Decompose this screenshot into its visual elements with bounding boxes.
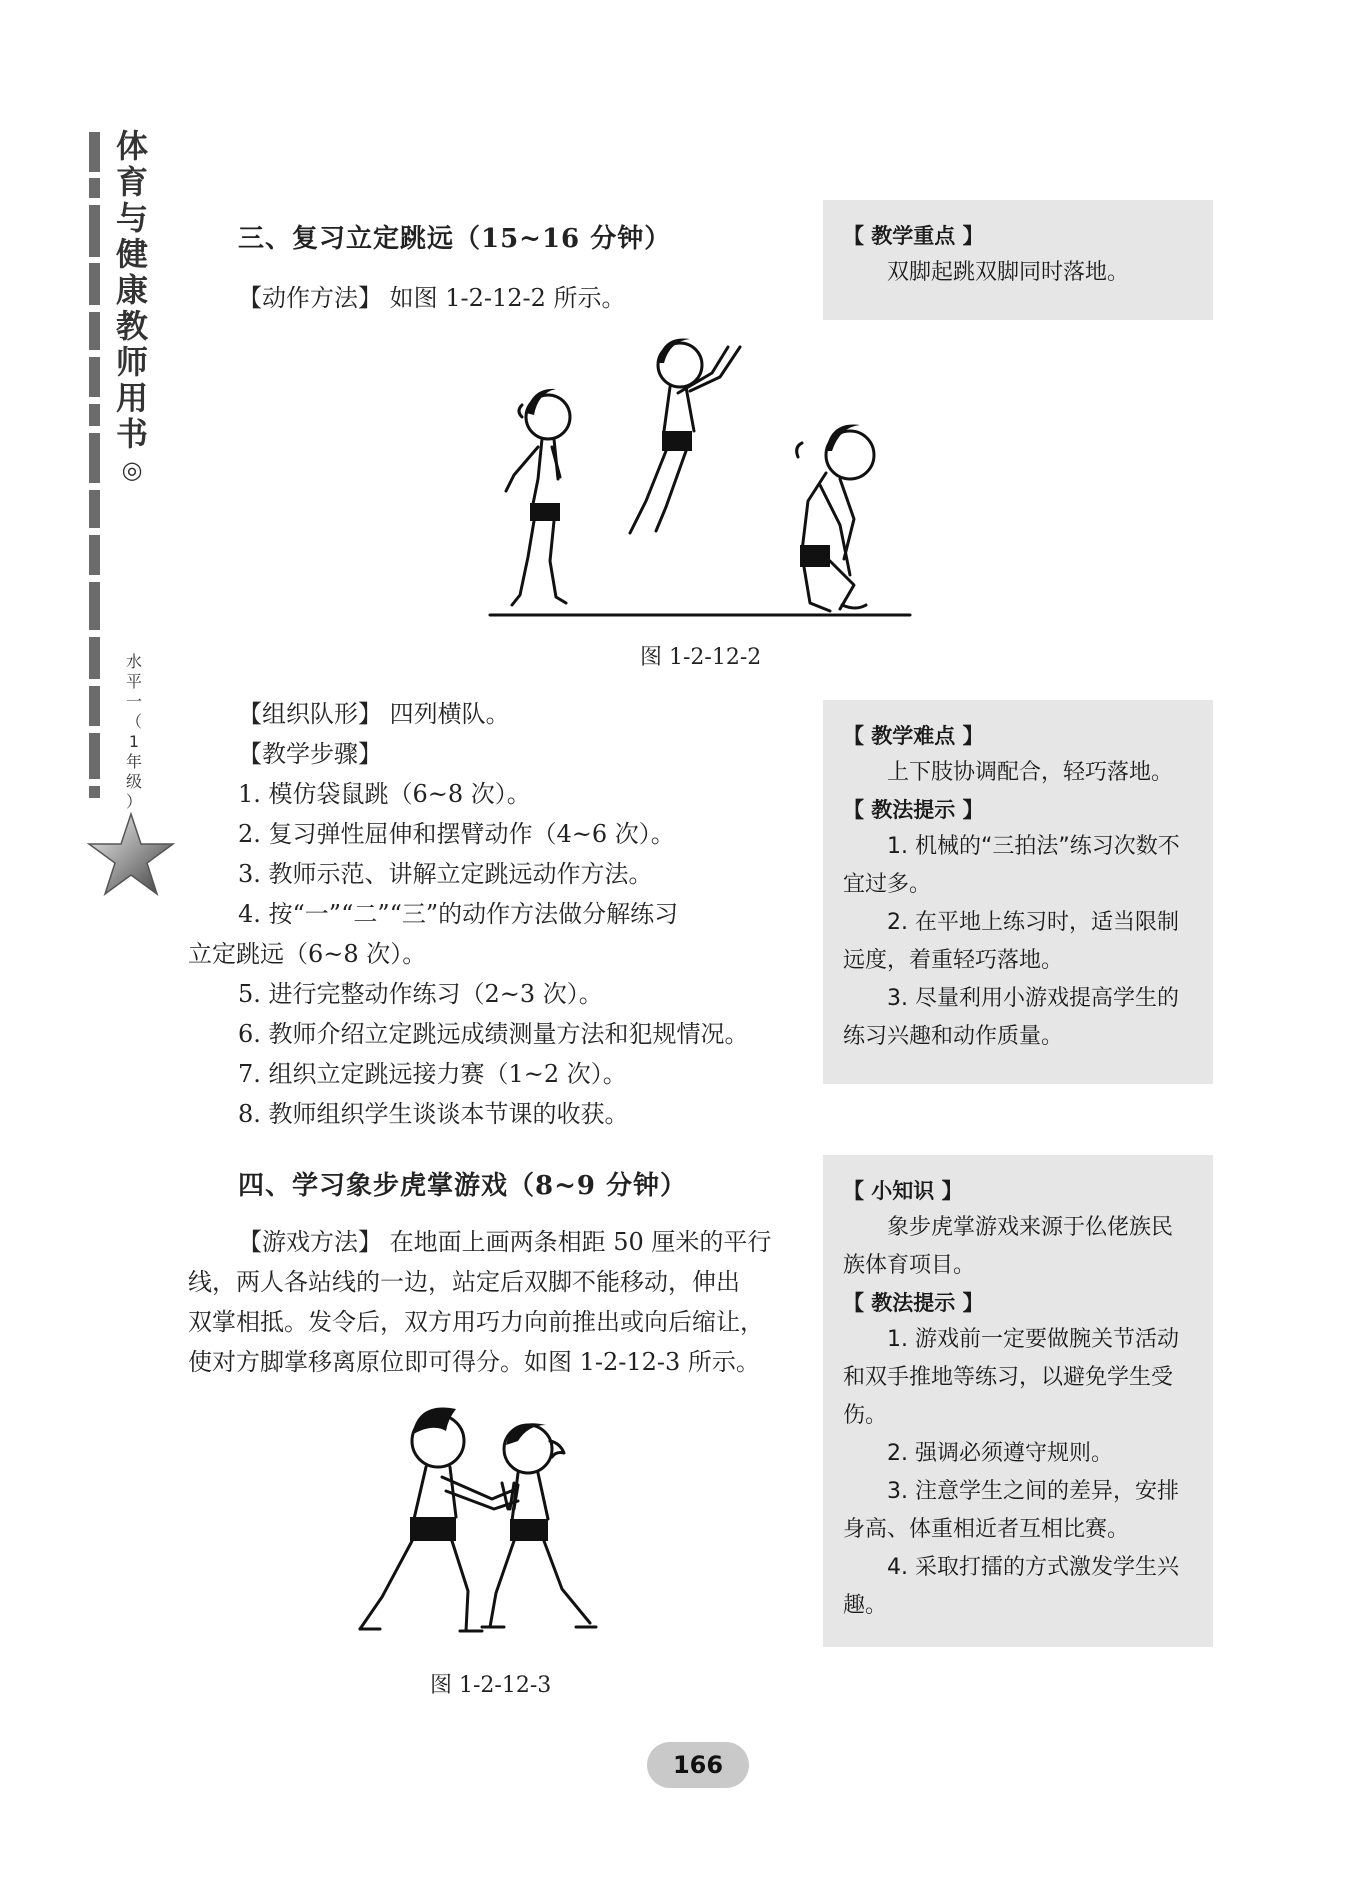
standing-long-jump-figure (480, 335, 920, 625)
margin-bar (89, 786, 100, 798)
step-item: 6. 教师介绍立定跳远成绩测量方法和犯规情况。 (238, 1020, 749, 1048)
title-char: 书 (115, 415, 148, 453)
section3-steps-title: 【教学步骤】 (238, 740, 382, 768)
difficulty-panel (823, 700, 1213, 1084)
title-char: 与 (115, 199, 148, 237)
jumper-landing-figure (797, 425, 874, 611)
key-point-title: 【 教学重点 】 (843, 224, 984, 248)
step-item: 2. 复习弹性屈伸和摆臂动作（4~6 次）。 (238, 820, 675, 848)
title-char: 用 (115, 379, 148, 417)
figure-caption-2: 图 1-2-12-3 (430, 1673, 552, 1698)
section3-method: 【动作方法】 如图 1-2-12-2 所示。 (238, 284, 626, 312)
margin-bar (89, 312, 100, 350)
section4-method-line: 线，两人各站线的一边，站定后双脚不能移动，伸出 (188, 1268, 740, 1296)
page-number: 166 (647, 1742, 749, 1788)
title-char: 教 (115, 307, 148, 345)
margin-bar (89, 535, 100, 575)
difficulty-tips-title: 【 教法提示 】 (843, 798, 984, 822)
vertical-book-title (112, 128, 152, 488)
step-item: 3. 教师示范、讲解立定跳远动作方法。 (238, 860, 653, 888)
key-point-panel (823, 200, 1213, 320)
jumper-flight-figure (630, 339, 740, 534)
title-char: 育 (115, 163, 148, 201)
tip-item: 3. 注意学生之间的差异，安排身高、体重相近者互相比赛。 (843, 1479, 1179, 1542)
margin-bar (89, 263, 100, 305)
knowledge-text: 象步虎掌游戏来源于仫佬族民族体育项目。 (843, 1215, 1174, 1278)
section4-method-line: 【游戏方法】 在地面上画两条相距 50 厘米的平行 (238, 1228, 772, 1256)
knowledge-title: 【 小知识 】 (843, 1179, 963, 1203)
section4-method-line: 使对方脚掌移离原位即可得分。如图 1-2-12-3 所示。 (188, 1348, 760, 1376)
level-char: 级 (125, 772, 142, 791)
tip-item: 1. 游戏前一定要做腕关节活动和双手推地等练习，以避免学生受伤。 (843, 1327, 1179, 1428)
title-char: ◎ (121, 455, 143, 484)
step-item: 4. 按“一”“二”“三”的动作方法做分解练习 (238, 900, 679, 928)
vertical-level-label (122, 652, 146, 812)
key-point-text: 双脚起跳双脚同时落地。 (887, 260, 1130, 285)
margin-bar (89, 733, 100, 779)
difficulty-title: 【 教学难点 】 (843, 724, 984, 748)
margin-bar (89, 205, 100, 257)
margin-bar (89, 582, 100, 630)
title-char: 健 (115, 235, 148, 273)
step-item: 7. 组织立定跳远接力赛（1~2 次）。 (238, 1060, 627, 1088)
margin-bar (89, 132, 100, 172)
step-item: 8. 教师组织学生谈谈本节课的收获。 (238, 1100, 629, 1128)
tip-item: 2. 在平地上练习时，适当限制远度，着重轻巧落地。 (843, 910, 1179, 973)
level-char: 年 (125, 752, 142, 771)
jumper-prep-figure (506, 389, 570, 605)
star-icon (86, 810, 176, 900)
tip-item: 1. 机械的“三拍法”练习次数不宜过多。 (843, 834, 1180, 897)
level-char: 平 (125, 672, 142, 691)
section4-method-line: 双掌相抵。发令后，双方用巧力向前推出或向后缩让， (188, 1308, 764, 1336)
level-char: 一 (125, 692, 142, 711)
tip-item: 3. 尽量利用小游戏提高学生的练习兴趣和动作质量。 (843, 986, 1179, 1049)
level-char: 水 (125, 652, 142, 671)
palm-push-game-figure (350, 1405, 610, 1645)
margin-bar (89, 433, 100, 483)
section4-heading: 四、学习象步虎掌游戏（8~9 分钟） (238, 1171, 688, 1201)
tip-item: 4. 采取打擂的方式激发学生兴趣。 (843, 1555, 1179, 1618)
step-item: 5. 进行完整动作练习（2~3 次）。 (238, 980, 603, 1008)
figure-caption-1: 图 1-2-12-2 (640, 645, 762, 670)
margin-bar (89, 637, 100, 679)
step-item-continued: 立定跳远（6~8 次）。 (188, 940, 427, 968)
tip-item: 2. 强调必须遵守规则。 (887, 1441, 1113, 1466)
title-char: 师 (115, 343, 148, 381)
margin-bar (89, 357, 100, 397)
margin-bar (89, 490, 100, 528)
knowledge-panel (823, 1155, 1213, 1647)
margin-bar (89, 404, 100, 426)
level-char: 1 (128, 732, 140, 751)
knowledge-tips-title: 【 教法提示 】 (843, 1291, 984, 1315)
section3-formation: 【组织队形】 四列横队。 (238, 700, 510, 728)
title-char: 体 (115, 127, 148, 165)
level-char: （ (125, 712, 142, 731)
girl-figure (482, 1423, 596, 1627)
margin-bar (89, 178, 100, 198)
difficulty-text: 上下肢协调配合，轻巧落地。 (887, 760, 1174, 785)
level-char: ） (125, 792, 142, 811)
margin-bar (89, 686, 100, 726)
step-item: 1. 模仿袋鼠跳（6~8 次）。 (238, 780, 531, 808)
title-char: 康 (115, 271, 148, 309)
section3-heading: 三、复习立定跳远（15~16 分钟） (238, 224, 672, 254)
